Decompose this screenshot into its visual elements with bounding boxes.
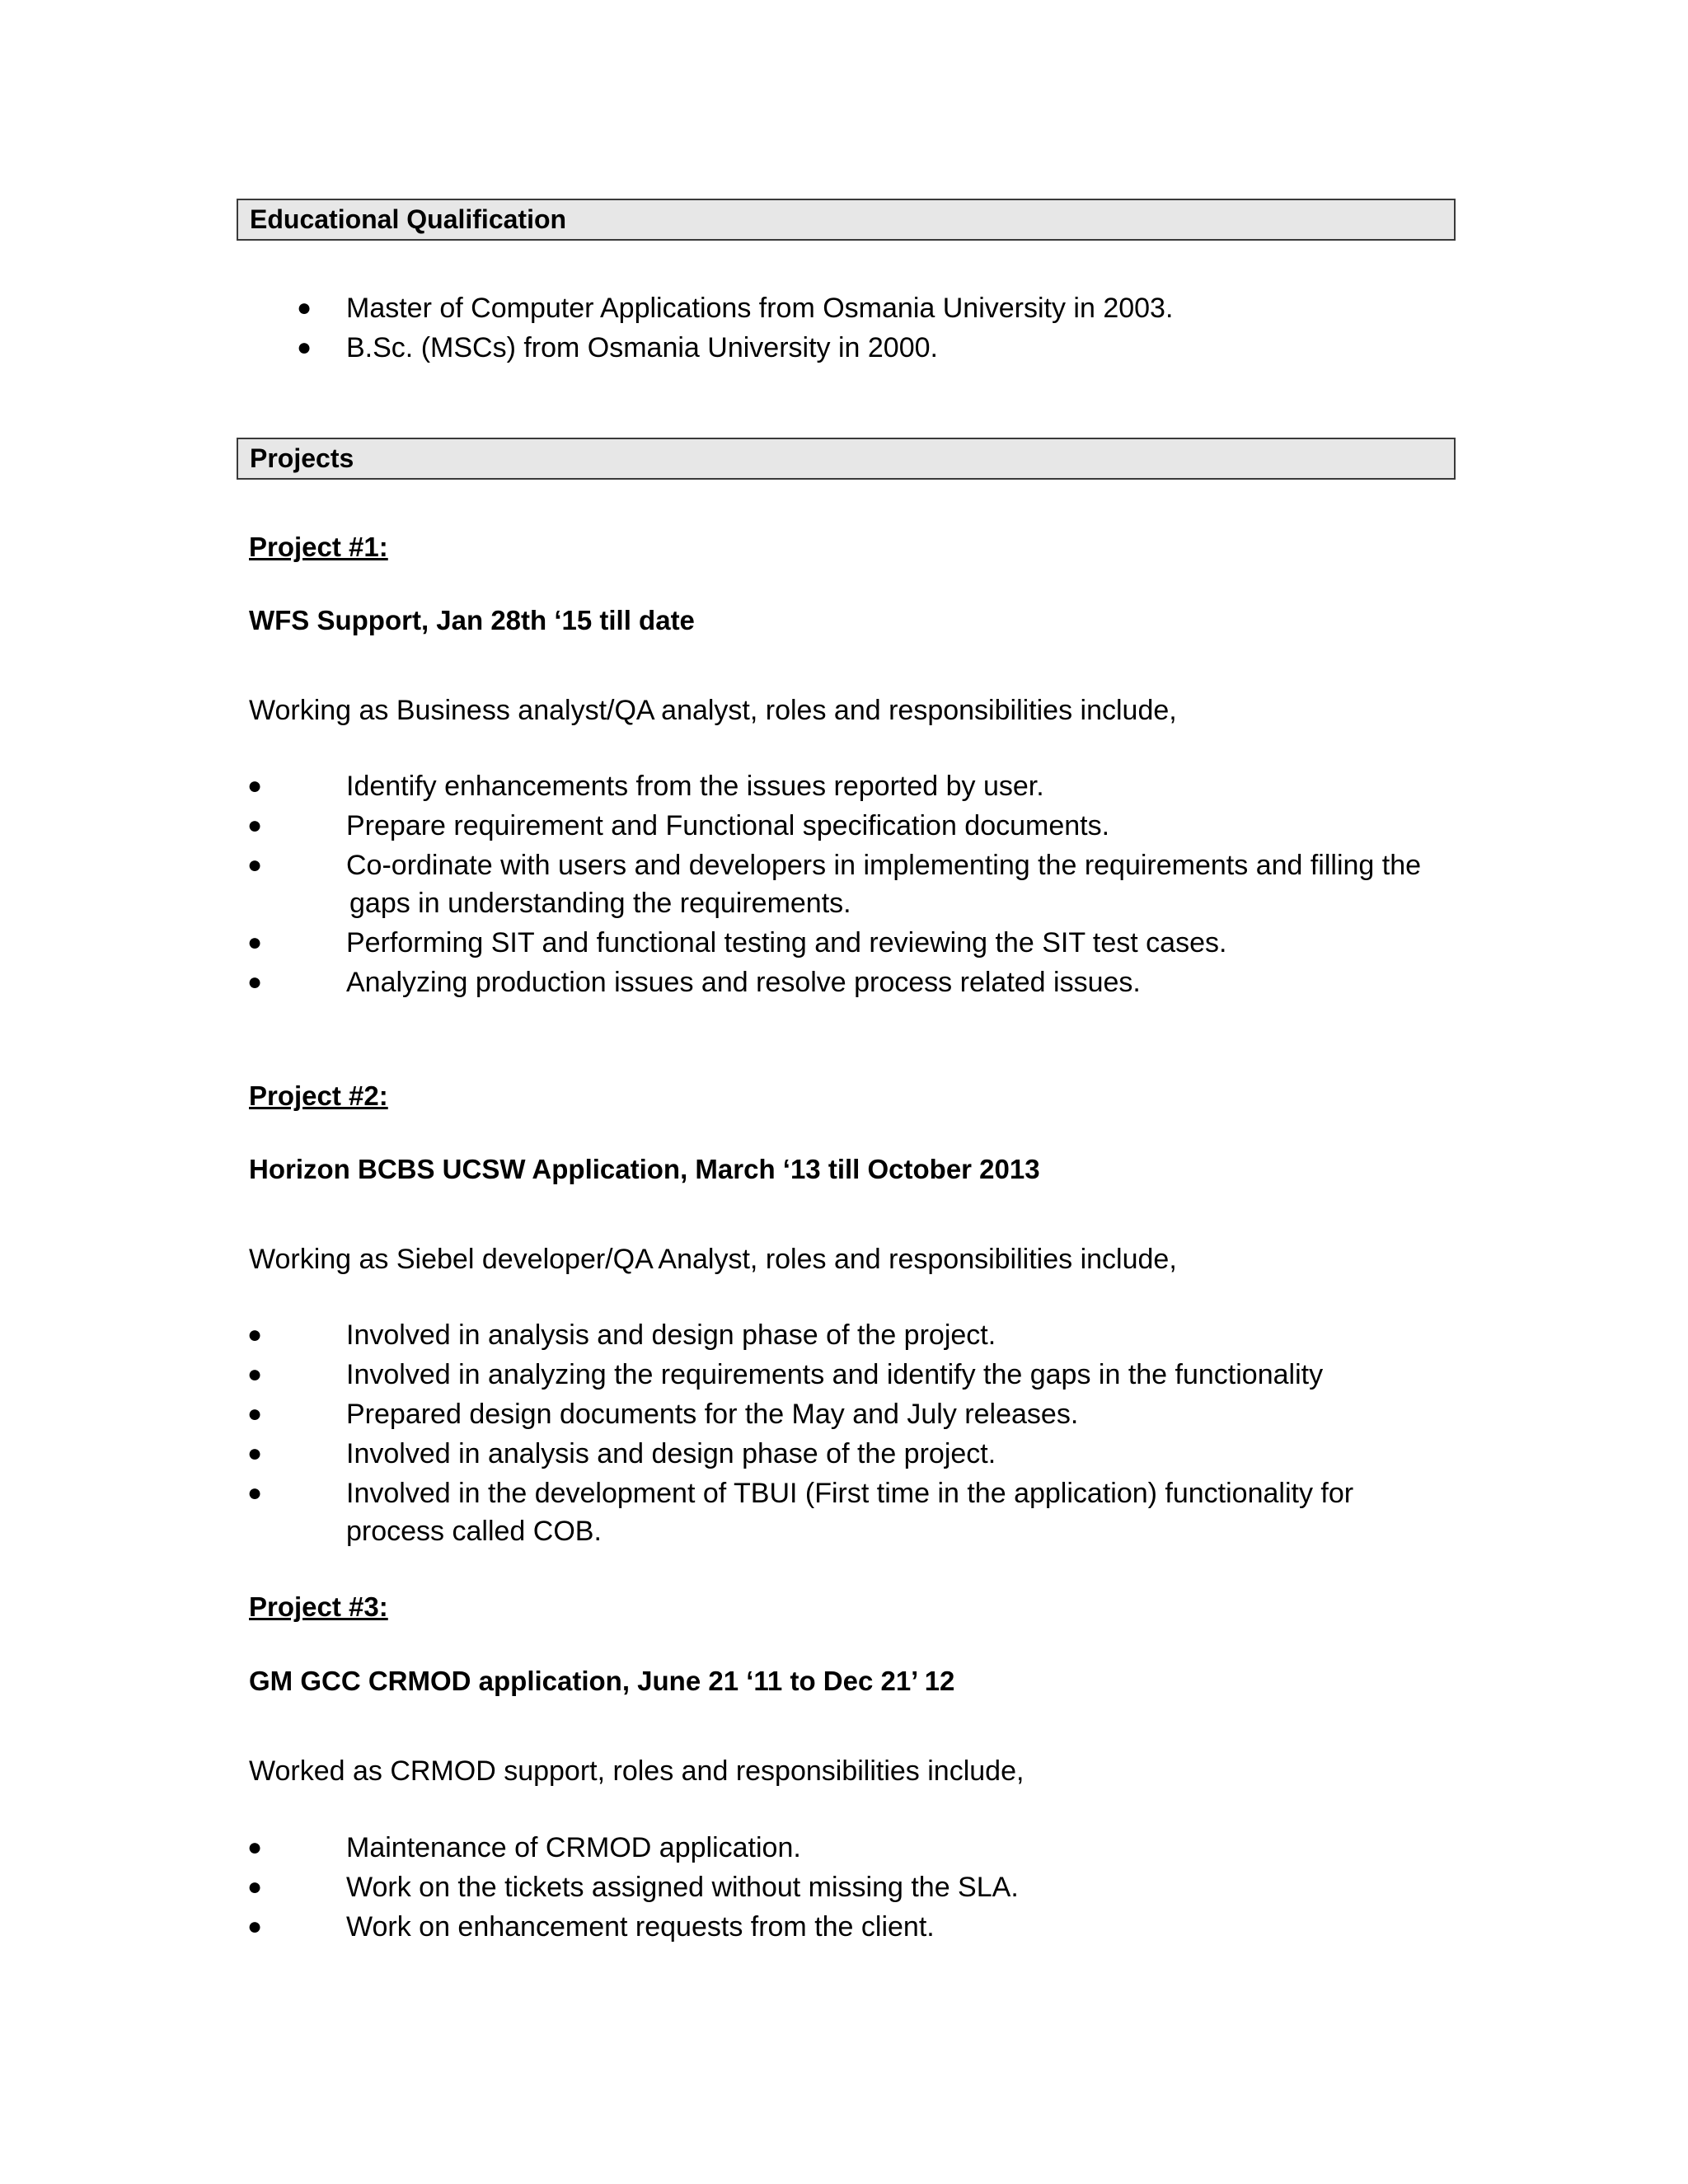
project-bullet-continuation: gaps in understanding the requirements. [349,888,851,919]
project-bullet: Prepare requirement and Functional specification documents. [346,810,1110,841]
project-bullet: Identify enhancements from the issues reported by user. [346,771,1044,802]
bullet-icon: ● [247,1834,263,1861]
project-title: GM GCC CRMOD application, June 21 ‘11 to Dec 21’ 12 [249,1666,955,1696]
project-label: Project #1: [249,532,388,562]
project-label: Project #3: [249,1591,388,1622]
education-item: Master of Computer Applications from Osmania University in 2003. [346,293,1174,324]
project-label: Project #2: [249,1080,388,1111]
project-bullet: Involved in analysis and design phase of the project. [346,1438,996,1469]
bullet-icon: ● [247,1321,263,1348]
bullet-icon: ● [247,968,263,996]
project-bullet: Prepared design documents for the May and July releases. [346,1399,1079,1430]
bullet-icon: ● [247,1873,263,1900]
project-bullet: Involved in analysis and design phase of the project. [346,1319,996,1351]
projects-heading: Projects [237,438,1456,480]
bullet-icon: ● [247,1361,263,1388]
project-bullet: Involved in analyzing the requirements and identify the gaps in the functionality [346,1359,1324,1390]
project-bullet: Work on enhancement requests from the client. [346,1911,935,1943]
project-bullet: Work on the tickets assigned without missing the SLA. [346,1872,1019,1903]
bullet-icon: ● [247,1400,263,1427]
bullet-icon: ● [247,812,263,839]
project-bullet: Analyzing production issues and resolve process related issues. [346,967,1141,998]
project-bullet-continuation: process called COB. [346,1516,602,1547]
project-bullet: Performing SIT and functional testing and reviewing the SIT test cases. [346,927,1227,958]
project-bullet: Co-ordinate with users and developers in implementing the requirements and filling the [346,850,1422,881]
bullet-icon: ● [247,1479,263,1507]
project-intro: Working as Business analyst/QA analyst, roles and responsibilities include, [249,695,1177,726]
project-bullet: Maintenance of CRMOD application. [346,1832,801,1863]
bullet-icon: ● [247,1913,263,1940]
education-item: B.Sc. (MSCs) from Osmania University in 2000. [346,332,938,363]
project-bullet: Involved in the development of TBUI (First time in the application) functionality for [346,1478,1354,1509]
bullet-icon: ● [247,851,263,879]
bullet-icon: ● [297,334,312,361]
education-heading: Educational Qualification [237,199,1456,241]
project-intro: Worked as CRMOD support, roles and responsibilities include, [249,1755,1025,1787]
bullet-icon: ● [247,929,263,956]
bullet-icon: ● [247,772,263,799]
project-intro: Working as Siebel developer/QA Analyst, roles and responsibilities include, [249,1244,1177,1275]
bullet-icon: ● [247,1440,263,1467]
project-title: WFS Support, Jan 28th ‘15 till date [249,605,695,635]
bullet-icon: ● [297,294,312,321]
project-title: Horizon BCBS UCSW Application, March ‘13 till October 2013 [249,1154,1040,1184]
